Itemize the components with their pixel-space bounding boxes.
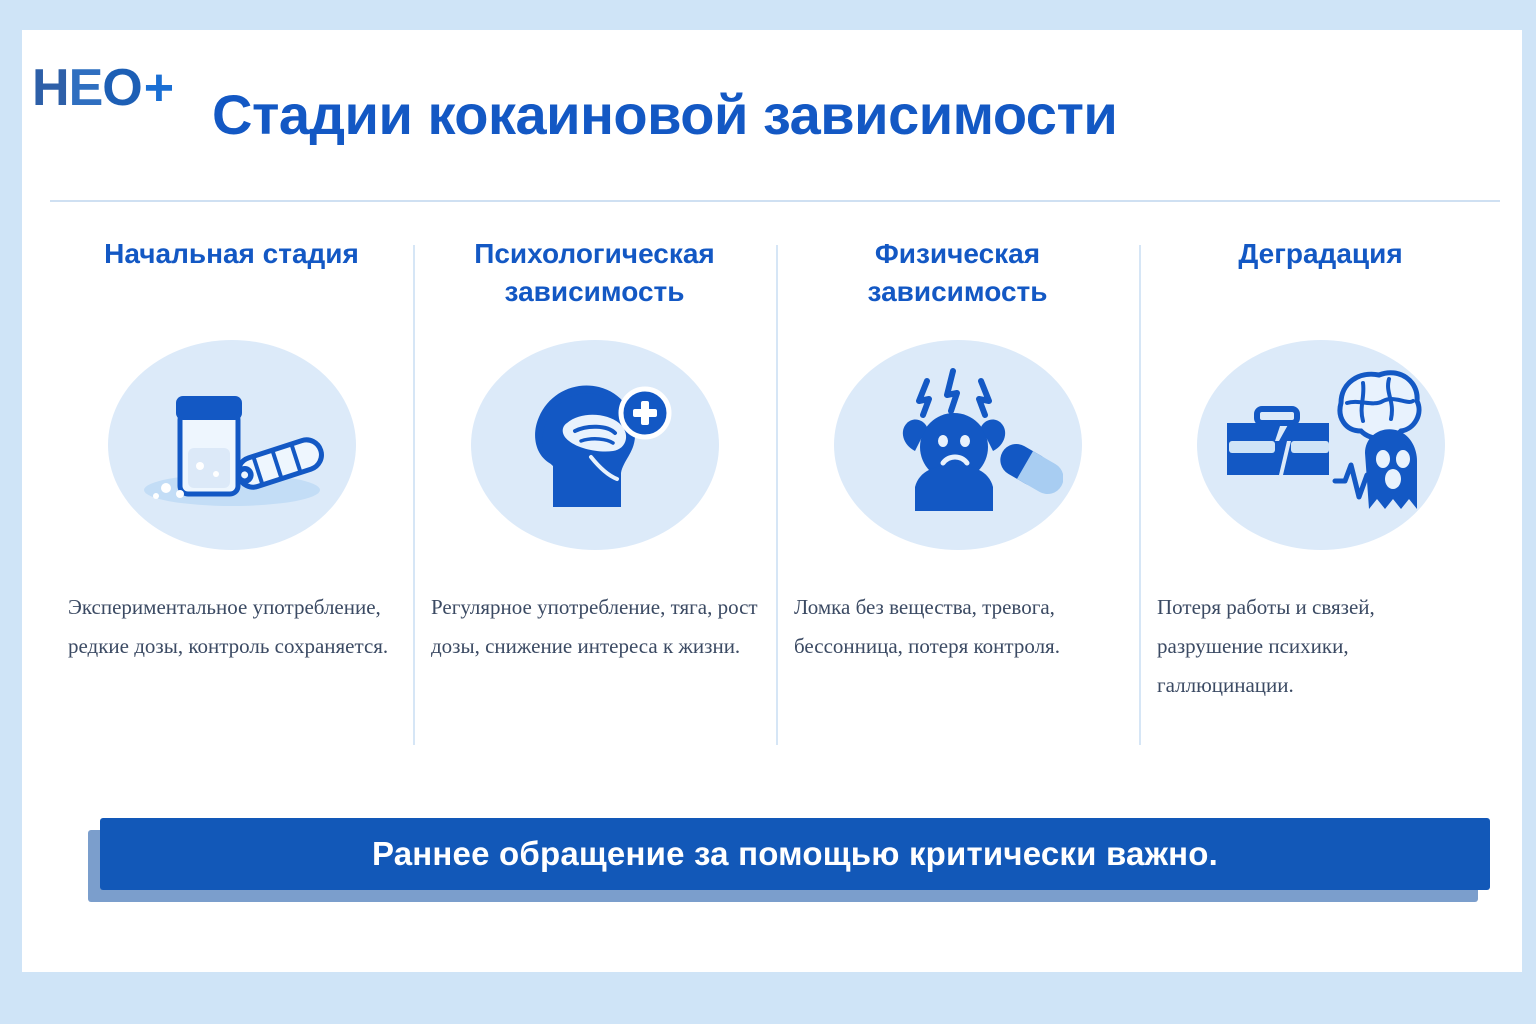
brand-logo — [32, 58, 173, 118]
call-to-action-banner — [100, 818, 1490, 890]
stage-description: Ломка без вещества, тревога, бессонница, потеря контроля. — [794, 595, 1060, 658]
decorative-bottom-band — [0, 972, 1536, 1024]
title-divider — [50, 200, 1500, 202]
stage-title: Деградация — [1238, 238, 1403, 269]
banner-text: Раннее обращение за помощью критически важно. — [371, 835, 1219, 872]
stages-row — [50, 235, 1502, 765]
logo-letter-e: E — [68, 59, 103, 117]
page-title: Стадии кокаиновой зависимости — [212, 83, 1118, 146]
broken-briefcase-brain-ghost-icon — [1197, 340, 1445, 550]
stage-icon-wrap — [68, 337, 395, 552]
pill-bottle-and-rolled-note-icon — [108, 340, 356, 550]
stage-title: Начальная стадия — [104, 238, 359, 269]
logo-letter-o: O — [102, 59, 142, 117]
stage-card-initial — [50, 235, 413, 765]
person-headache-withdrawal-icon — [834, 340, 1082, 550]
stage-description: Экспериментальное употребление, редкие дозы, контроль сохраняется. — [68, 595, 389, 658]
decorative-top-band — [0, 0, 1536, 30]
logo-plus-icon: + — [143, 59, 174, 117]
head-brain-craving-icon — [471, 340, 719, 550]
stage-card-physical — [776, 235, 1139, 765]
stage-title: Психологическая зависимость — [474, 238, 715, 307]
stage-icon-wrap — [431, 337, 758, 552]
stage-icon-wrap — [1157, 337, 1484, 552]
stage-description: Регулярное употребление, тяга, рост дозы, снижение интереса к жизни. — [431, 595, 758, 658]
stage-title: Физическая зависимость — [867, 238, 1048, 307]
stage-icon-wrap — [794, 337, 1121, 552]
poster-canvas — [22, 30, 1522, 972]
stage-description: Потеря работы и связей, разрушение психики, галлюцинации. — [1157, 595, 1375, 697]
stage-card-degradation — [1139, 235, 1502, 765]
decorative-right-band — [1522, 0, 1536, 1024]
logo-letter-n: H — [32, 59, 69, 117]
stage-card-psychological — [413, 235, 776, 765]
decorative-left-band — [0, 0, 22, 1024]
